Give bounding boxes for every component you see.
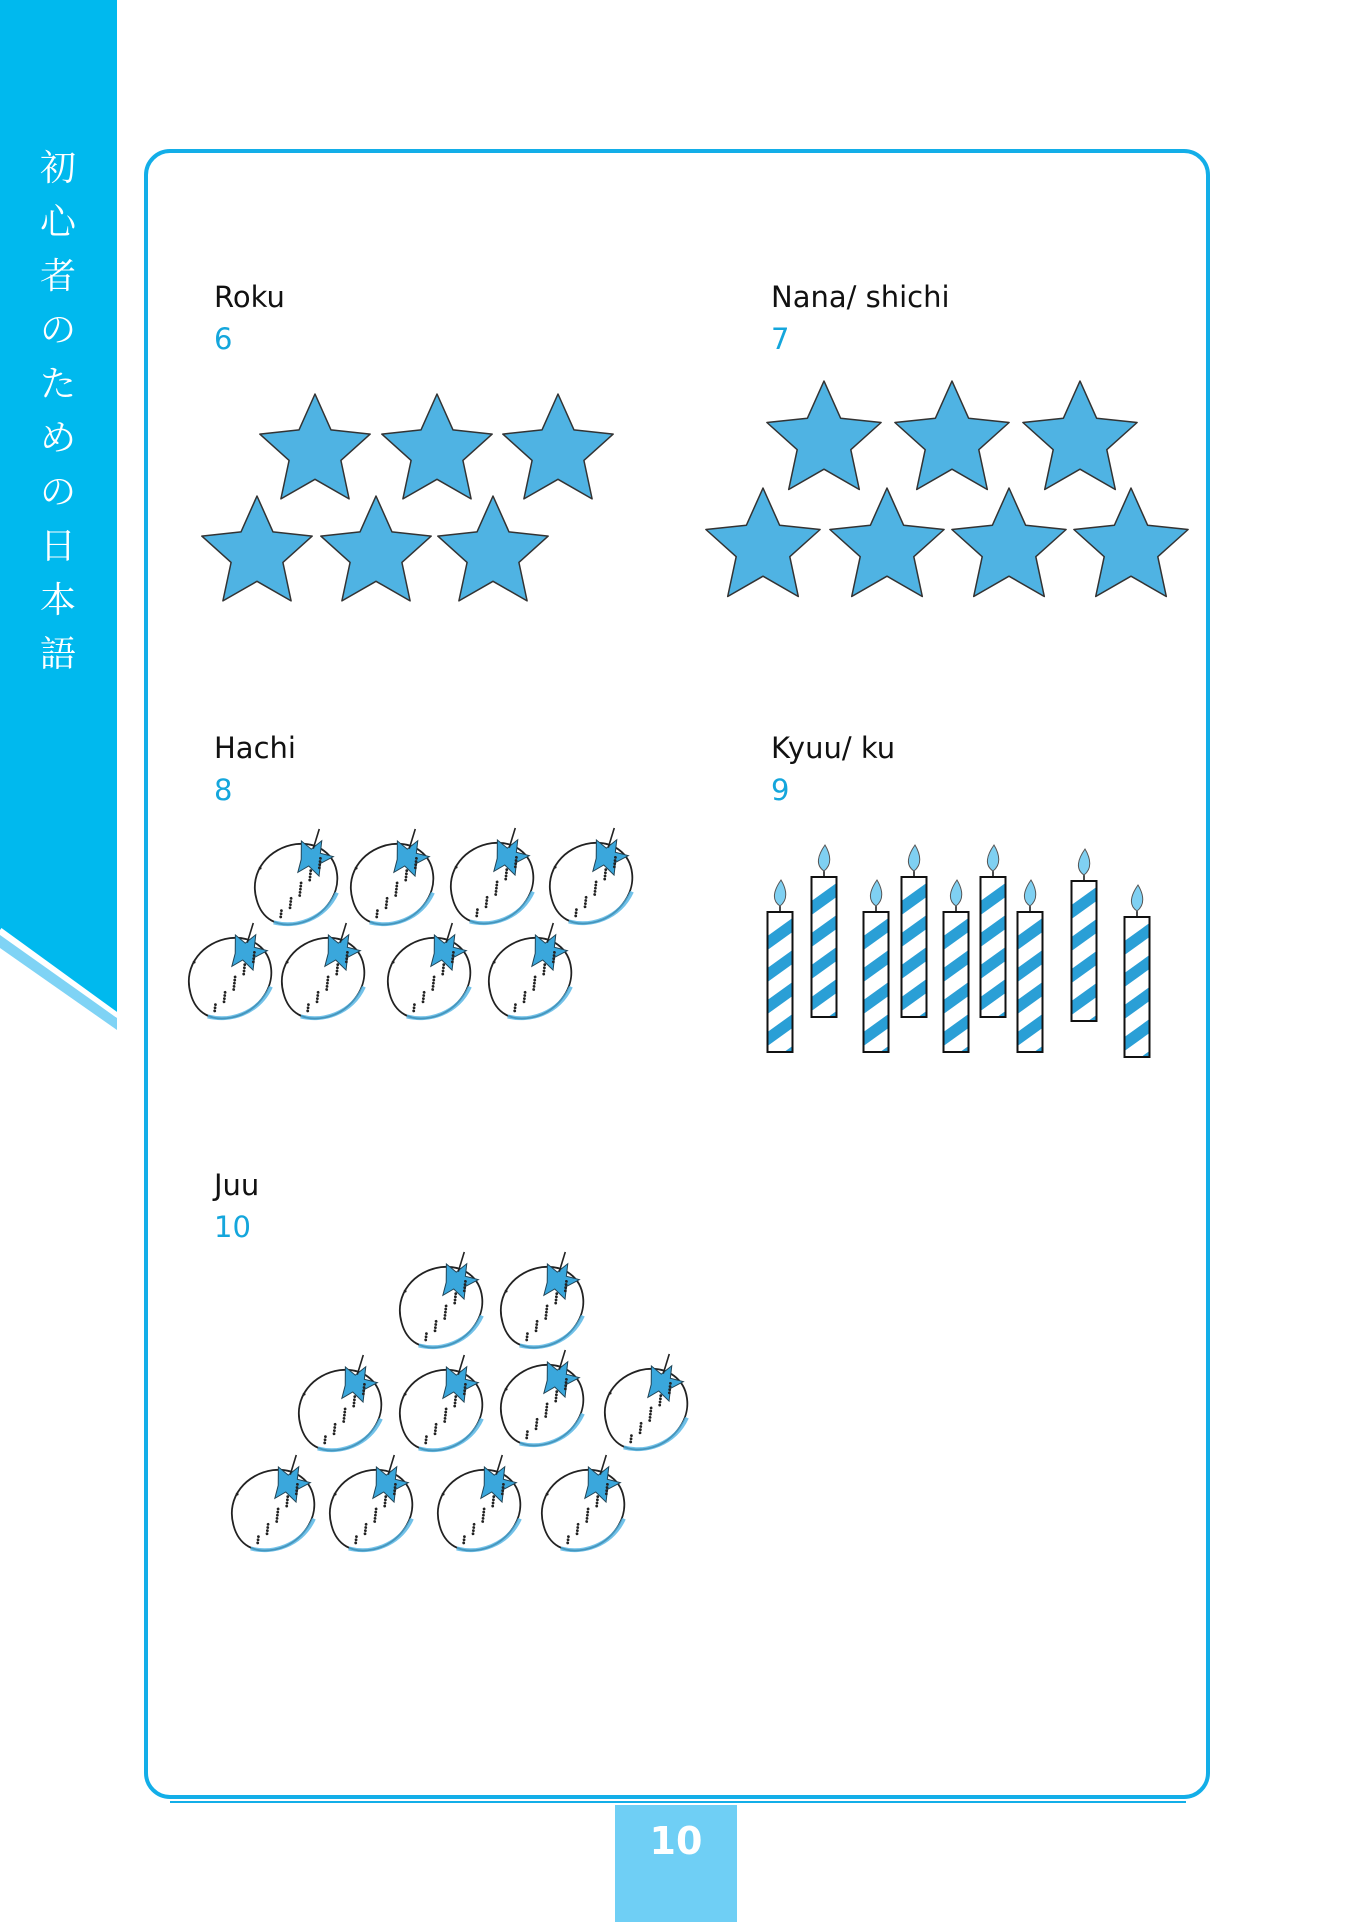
number-7: 7 xyxy=(771,322,790,356)
word-hachi: Hachi xyxy=(214,731,296,765)
word-nana: Nana/ shichi xyxy=(771,280,950,314)
word-juu: Juu xyxy=(214,1168,260,1202)
book-title: 初心者のための日本語 xyxy=(39,148,76,675)
page-number-box xyxy=(615,1805,737,1922)
word-kyuu: Kyuu/ ku xyxy=(771,731,896,765)
number-6: 6 xyxy=(214,322,233,356)
number-9: 9 xyxy=(771,773,790,807)
word-roku: Roku xyxy=(214,280,285,314)
page-number: 10 xyxy=(649,1819,703,1863)
sidebar xyxy=(0,0,117,1030)
content-card xyxy=(144,149,1210,1799)
number-10: 10 xyxy=(214,1210,251,1244)
number-8: 8 xyxy=(214,773,233,807)
footer-rule xyxy=(170,1801,1186,1803)
